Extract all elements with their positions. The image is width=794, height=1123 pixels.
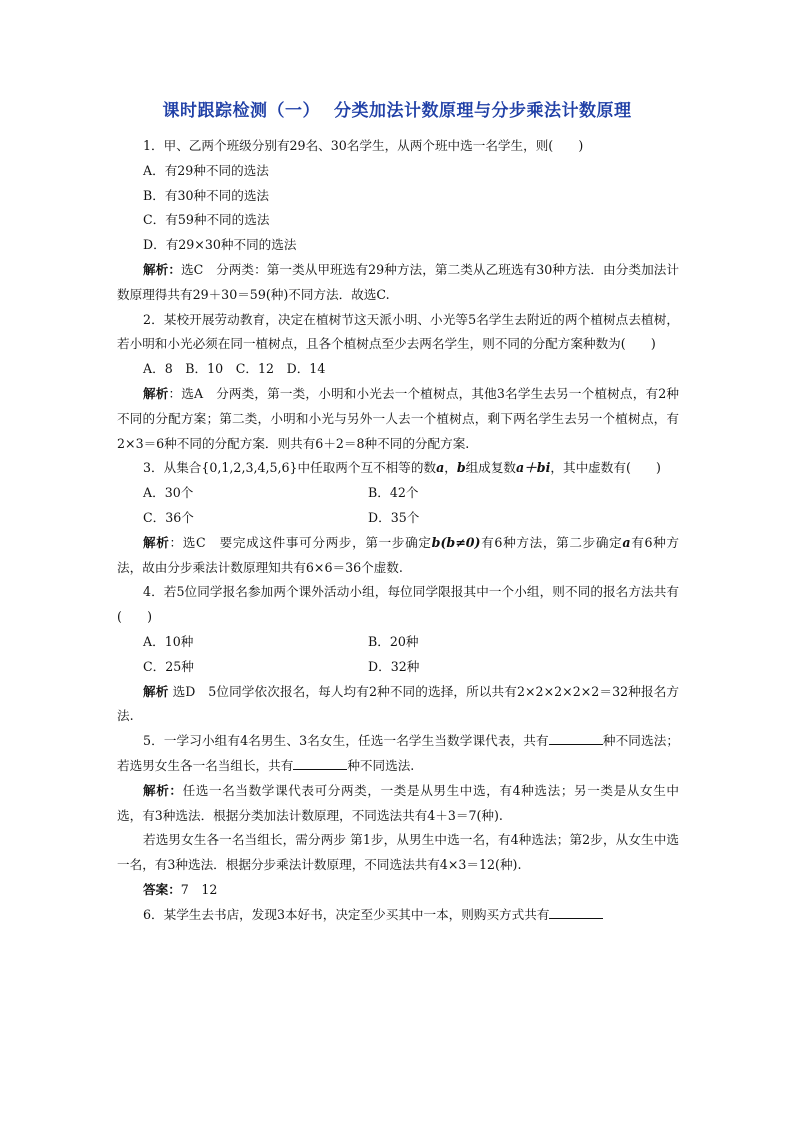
q4-options-row-2 bbox=[117, 655, 679, 680]
q2-options: A．8 B．10 C．12 D．14 bbox=[143, 361, 326, 377]
q4-options-row-1 bbox=[117, 630, 679, 655]
title-right: 分类加法计数原理与分步乘法计数原理 bbox=[334, 101, 632, 121]
q3-options-row-2 bbox=[117, 506, 679, 531]
q5-solution-1 bbox=[117, 779, 679, 829]
q4-option-a: A．10种 bbox=[143, 633, 194, 649]
q5-answer bbox=[117, 878, 679, 903]
q3-options-row-1 bbox=[117, 481, 679, 506]
q4-stem: 4．若5位同学报名参加两个课外活动小组，每位同学限报其中一个小组，则不同的报名方法共有( ) bbox=[117, 584, 679, 625]
q3-var-b: b bbox=[456, 460, 466, 476]
q5-answer-label: 答案： bbox=[143, 881, 181, 897]
q3-stem-part: ，其中虚数有( ) bbox=[550, 460, 661, 476]
q3-var-a: a bbox=[436, 460, 445, 476]
q4-solution bbox=[117, 680, 679, 730]
q1-solution-text: 选C 分两类：第一类从甲班选有29种方法，第二类从乙班选有30种方法．由分类加法计数原理得共有29＋30＝59(种)不同方法．故选C. bbox=[117, 261, 680, 302]
q5-stem-part: 种不同选法. bbox=[347, 757, 415, 773]
q1-option-d: D．有29×30种不同的选法 bbox=[143, 237, 297, 253]
q1-solution bbox=[117, 258, 679, 308]
q3-option-d: D．35个 bbox=[368, 509, 420, 525]
q1-option-a: A．有29种不同的选法 bbox=[143, 162, 269, 178]
q3-stem-part: ， bbox=[444, 460, 457, 476]
q2-solution-text: ：选A 分两类，第一类，小明和小光去一个植树点，其他3名学生去另一个植树点，有2种不同的分配方案；第二类，小明和小光与另外一人去一个植树点，剩下两名学生去另一个植树点，有2×3＝6种不同的分配方案．则共有6＋2＝8种不同的分配方案. bbox=[117, 385, 679, 451]
q2-solution-label: 解析 bbox=[143, 385, 169, 401]
q3-stem-part: 组成复数 bbox=[465, 460, 517, 476]
q3-solution bbox=[117, 531, 679, 581]
page-title bbox=[0, 96, 794, 121]
q3-solution-part: 有6种方法，第二步确定 bbox=[480, 534, 623, 550]
q4-solution-text: 选D 5位同学依次报名，每人均有2种不同的选择，所以共有2×2×2×2×2＝32种报名方法. bbox=[117, 683, 680, 724]
q4-solution-label: 解析 bbox=[143, 683, 169, 699]
q1-option-b: B．有30种不同的选法 bbox=[143, 187, 270, 203]
q6-stem bbox=[117, 903, 679, 928]
q4-option-c: C．25种 bbox=[143, 658, 194, 674]
title-left: 课时跟踪检测（一） bbox=[162, 101, 320, 121]
q3-solution-label: 解析 bbox=[143, 534, 170, 550]
q4-option-d: D．32种 bbox=[368, 658, 420, 674]
q5-blank-1[interactable] bbox=[549, 730, 603, 745]
q3-stem bbox=[117, 456, 679, 481]
q3-expr: a＋bi bbox=[516, 460, 551, 476]
q1-stem: 1．甲、乙两个班级分别有29名、30名学生，从两个班中选一名学生，则( ) bbox=[143, 138, 584, 153]
q4-option-b: B．20种 bbox=[368, 633, 419, 649]
q5-blank-2[interactable] bbox=[293, 755, 347, 770]
q5-stem-part: 种不同选法；若选男女生各一名当组长，共有 bbox=[117, 733, 680, 773]
q2-solution bbox=[117, 382, 679, 456]
q6-blank[interactable] bbox=[549, 904, 603, 919]
q3-stem-part: 3．从集合{0,1,2,3,4,5,6}中任取两个互不相等的数 bbox=[143, 460, 437, 476]
q6-stem-text: 6．某学生去书店，发现3本好书，决定至少买其中一本，则购买方式共有 bbox=[143, 906, 550, 922]
question-list bbox=[117, 134, 679, 928]
q2-stem: 2．某校开展劳动教育，决定在植树节这天派小明、小光等5名学生去附近的两个植树点去植树，若小明和小光必须在同一植树点，且各个植树点至少去两名学生，则不同的分配方案种数为( ) bbox=[117, 311, 679, 352]
q1-option-c: C．有59种不同的选法 bbox=[143, 212, 270, 228]
q5-stem bbox=[117, 729, 679, 779]
q5-solution-2: 若选男女生各一名当组长，需分两步 第1步，从男生中选一名，有4种选法；第2步，从女生中选一名，有3种选法．根据分步乘法计数原理，不同选法共有4×3＝12(种). bbox=[117, 832, 679, 873]
q5-solution-text-1: 任选一名当数学课代表可分两类，一类是从男生中选，有4种选法；另一类是从女生中选，有3种选法．根据分类加法计数原理，不同选法共有4＋3＝7(种). bbox=[117, 782, 680, 823]
q3-option-c: C．36个 bbox=[143, 509, 194, 525]
q1-solution-label: 解析： bbox=[143, 261, 182, 277]
q3-solution-var: a bbox=[622, 534, 631, 550]
q3-solution-part: ：选C 要完成这件事可分两步，第一步确定 bbox=[169, 534, 432, 550]
q3-solution-part: 有6种方法，故由分步乘法计数原理知共有6×6＝36个虚数. bbox=[117, 534, 680, 575]
q3-option-a: A．30个 bbox=[143, 485, 194, 501]
q5-solution-label: 解析： bbox=[143, 782, 183, 798]
q3-option-b: B．42个 bbox=[368, 485, 419, 501]
q5-stem-part: 5．一学习小组有4名男生、3名女生，任选一名学生当数学课代表，共有 bbox=[143, 733, 549, 749]
q3-solution-expr: b(b≠0) bbox=[431, 534, 481, 550]
q5-answer-value: 7 12 bbox=[180, 881, 218, 897]
